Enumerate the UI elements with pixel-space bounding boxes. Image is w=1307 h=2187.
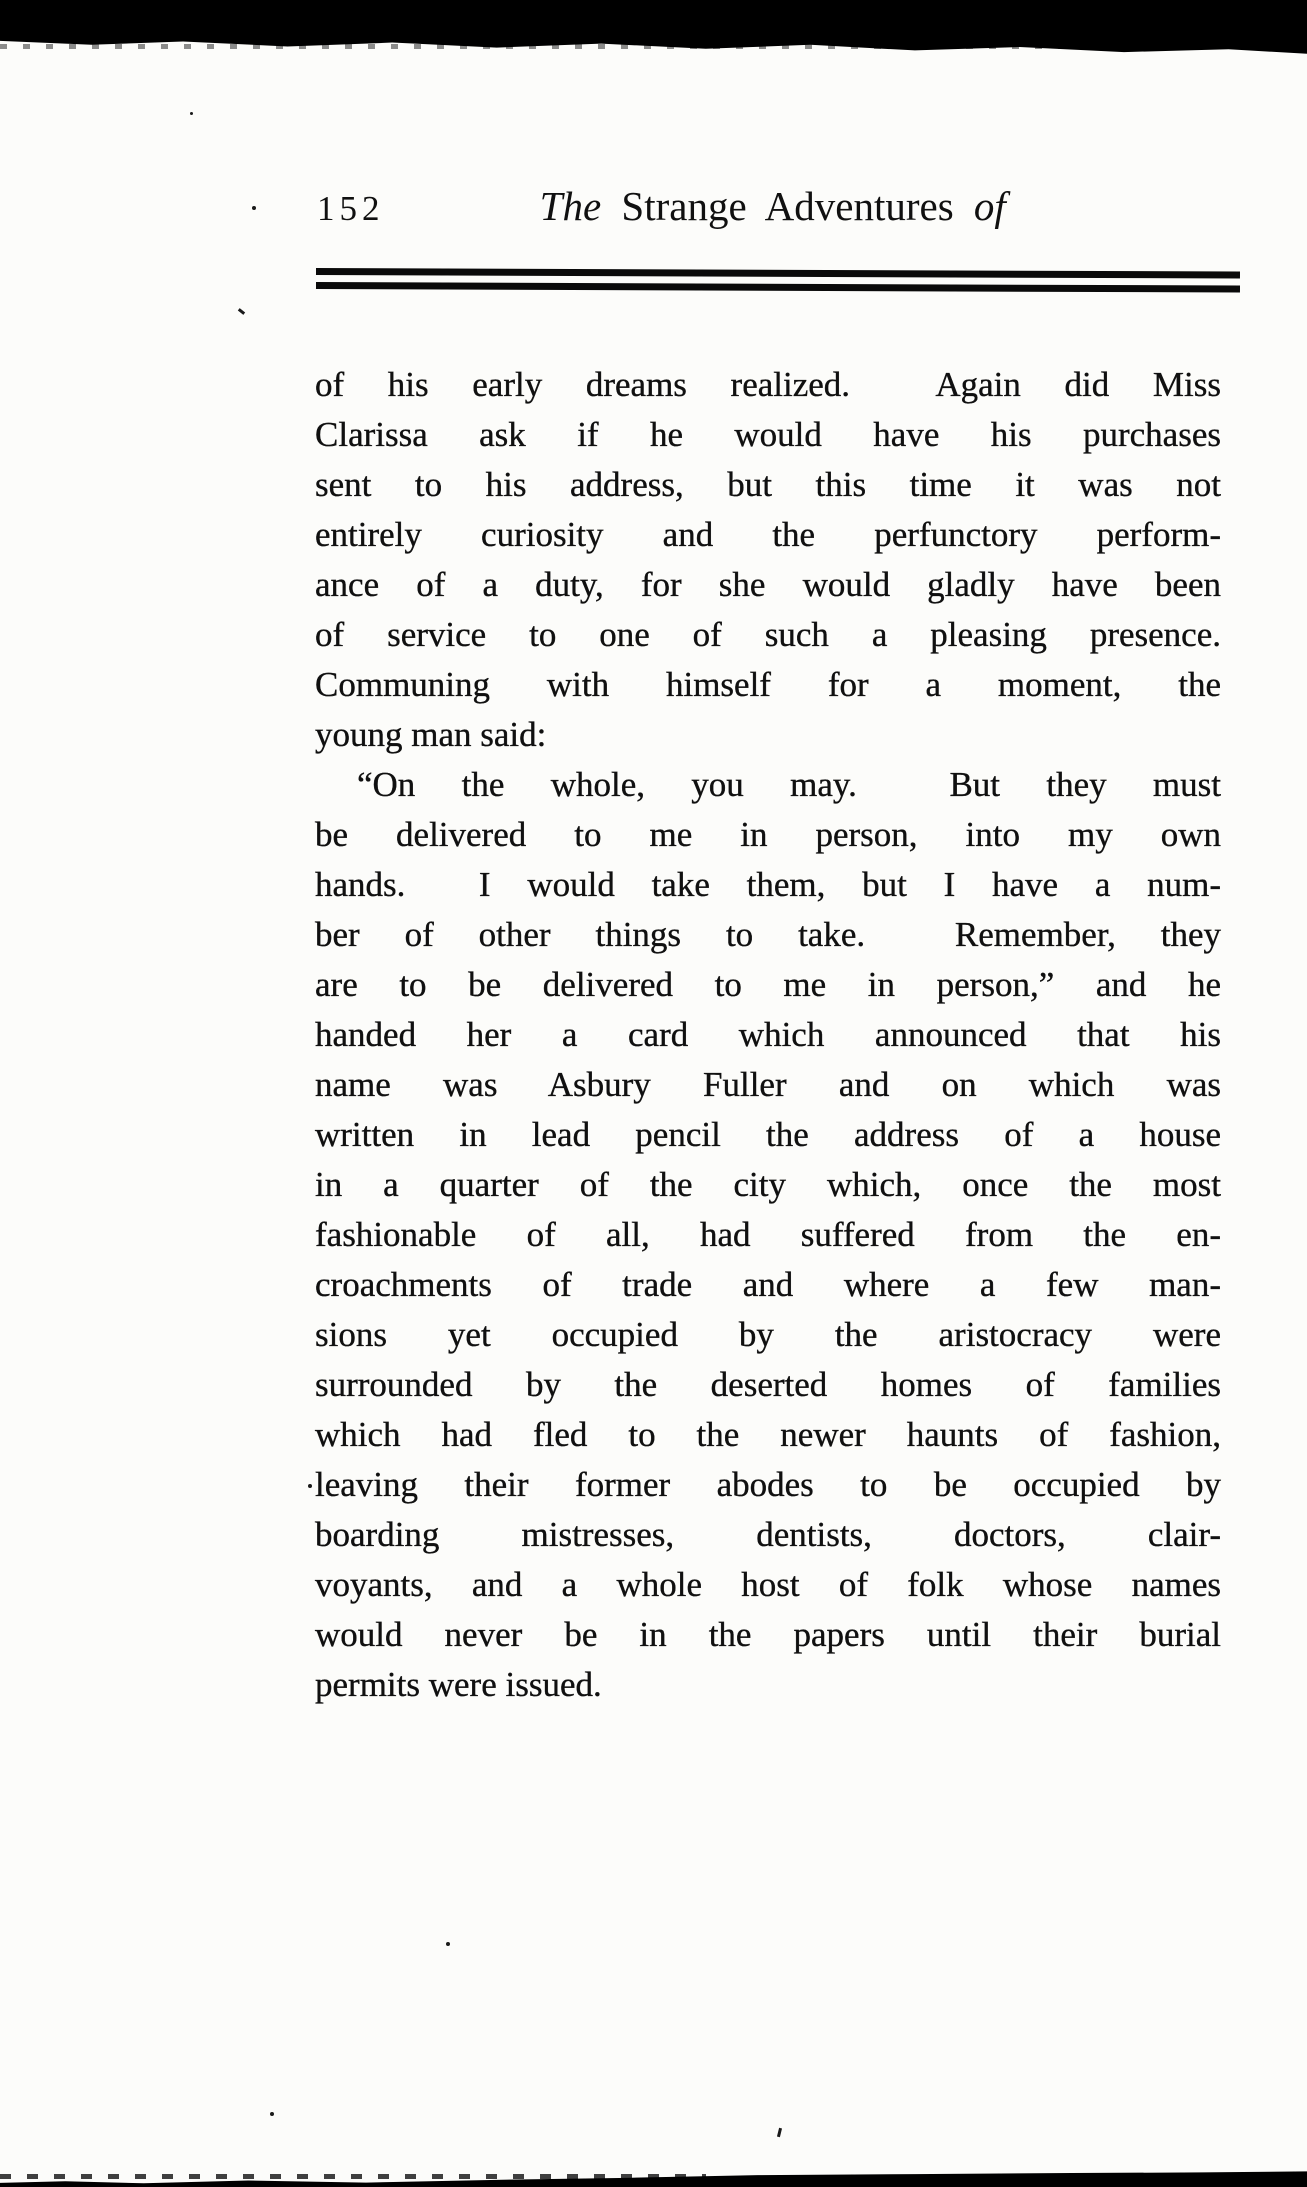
scan-speck bbox=[446, 1942, 450, 1946]
double-rule-bottom bbox=[316, 282, 1240, 293]
text-line: boarding mistresses, dentists, doctors, clair- bbox=[315, 1515, 1221, 1554]
paragraph bbox=[315, 760, 1221, 1710]
text-line: croachments of trade and where a few man- bbox=[315, 1265, 1221, 1304]
scan-speck bbox=[190, 112, 193, 115]
text-line: of service to one of such a pleasing presence. bbox=[315, 615, 1221, 654]
text-line: young man said: bbox=[315, 715, 547, 754]
scan-speck bbox=[270, 2112, 274, 2116]
running-title-tail: of bbox=[973, 183, 1006, 229]
text-line: sions yet occupied by the aristocracy were bbox=[315, 1315, 1221, 1354]
scan-speck bbox=[308, 1484, 312, 1488]
text-line: sent to his address, but this time it was not bbox=[315, 465, 1221, 504]
running-title-lead: The bbox=[539, 183, 602, 229]
text-line: name was Asbury Fuller and on which was bbox=[315, 1065, 1221, 1104]
text-line: are to be delivered to me in person,” and he bbox=[315, 965, 1221, 1004]
text-line: would never be in the papers until their burial bbox=[315, 1615, 1221, 1654]
text-line: which had fled to the newer haunts of fashion, bbox=[315, 1415, 1221, 1454]
top-edge-scan-fuzz bbox=[0, 44, 1307, 49]
page-number: 152 bbox=[317, 189, 385, 228]
text-line: handed her a card which announced that his bbox=[315, 1015, 1221, 1054]
scan-speck bbox=[238, 308, 245, 315]
double-rule-top bbox=[316, 268, 1240, 279]
running-head bbox=[315, 182, 1221, 230]
bottom-edge-scan-band bbox=[0, 2167, 1307, 2187]
running-title-middle: Strange Adventures bbox=[601, 183, 974, 229]
text-line: be delivered to me in person, into my own bbox=[315, 815, 1221, 854]
text-line: hands. I would take them, but I have a num- bbox=[315, 865, 1221, 904]
text-line: of his early dreams realized. Again did Miss bbox=[315, 365, 1221, 404]
text-line: fashionable of all, had suffered from the en- bbox=[315, 1215, 1221, 1254]
text-line: Clarissa ask if he would have his purchases bbox=[315, 415, 1221, 454]
text-line: ber of other things to take. Remember, they bbox=[315, 915, 1221, 954]
paragraph bbox=[315, 360, 1221, 760]
running-title bbox=[385, 182, 1222, 230]
text-line: leaving their former abodes to be occupied by bbox=[315, 1465, 1221, 1504]
text-line: voyants, and a whole host of folk whose names bbox=[315, 1565, 1221, 1604]
body-text bbox=[315, 360, 1221, 1710]
text-line: surrounded by the deserted homes of families bbox=[315, 1365, 1221, 1404]
text-line: Communing with himself for a moment, the bbox=[315, 665, 1221, 704]
text-line: permits were issued. bbox=[315, 1665, 602, 1704]
text-line: entirely curiosity and the perfunctory perform- bbox=[315, 515, 1221, 554]
text-line: ance of a duty, for she would gladly have been bbox=[315, 565, 1221, 604]
text-line: “On the whole, you may. But they must bbox=[357, 765, 1221, 804]
scan-speck bbox=[777, 2128, 782, 2137]
scan-speck bbox=[252, 206, 256, 210]
text-line: in a quarter of the city which, once the most bbox=[315, 1165, 1221, 1204]
text-line: written in lead pencil the address of a house bbox=[315, 1115, 1221, 1154]
